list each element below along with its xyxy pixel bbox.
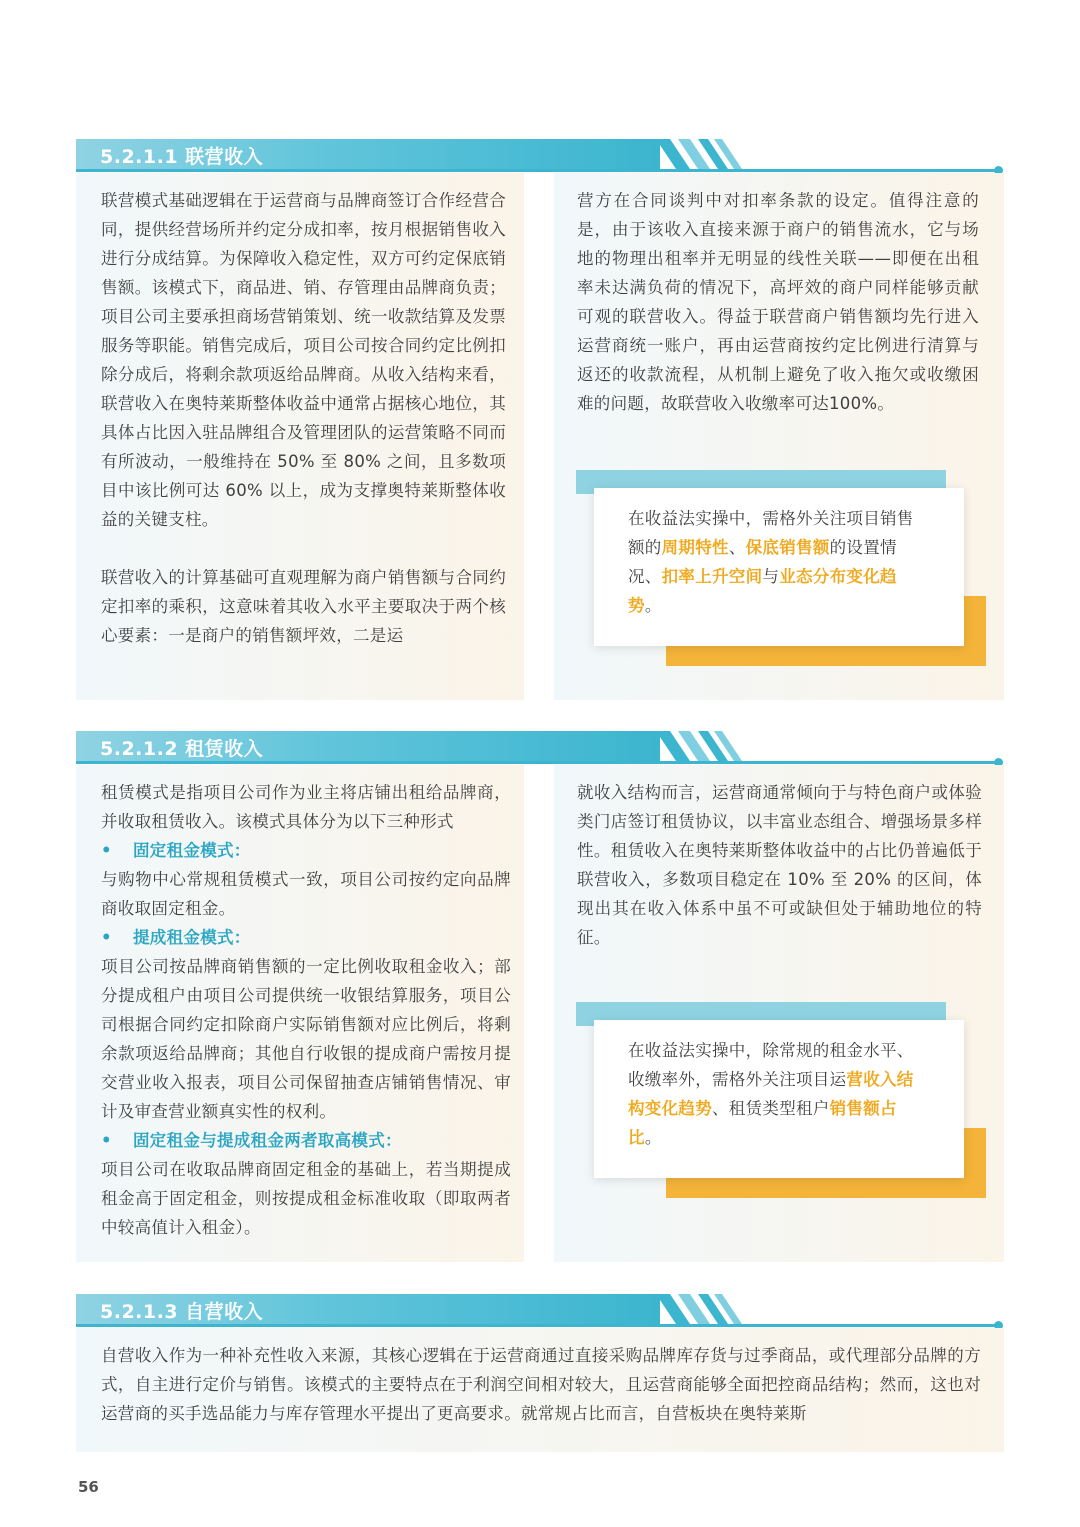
section2-right-text	[577, 778, 982, 952]
section-title-2: 5.2.1.2 租赁收入	[100, 738, 264, 760]
section2-left-text	[101, 778, 511, 1242]
paragraph: 营方在合同谈判中对扣率条款的设定。值得注意的是，由于该收入直接来源于商户的销售流水，它与场地的物理出租率并无明显的线性关联——即便在出租率未达满负荷的情况下，高坪效的商户同样能够贡献可观的联营收入。得益于联营商户销售额均先行进入运营商统一账户，再由运营商按约定比例进行清算与返还的收款流程，从机制上避免了收入拖欠或收缴困难的问题，故联营收入收缴率可达100%。	[577, 191, 979, 413]
bullet-text: 与购物中心常规租赁模式一致，项目公司按约定向品牌商收取固定租金。	[101, 870, 511, 918]
header-stripes	[656, 139, 776, 169]
paragraph: 联营模式基础逻辑在于运营商与品牌商签订合作经营合同，提供经营场所并约定分成扣率，按月根据销售收入进行分成结算。为保障收入稳定性，双方可约定保底销售额。该模式下，商品进、销、存管理由品牌商负责；项目公司主要承担商场营销策划、统一收款结算及发票服务等职能。销售完成后，项目公司按合同约定比例扣除分成后，将剩余款项返给品牌商。从收入结构来看，联营收入在奥特莱斯整体收益中通常占据核心地位，其具体占比因入驻品牌组合及管理团队的运营策略不同而有所波动，一般维持在 50% 至 80% 之间，且多数项目中该比例可达 60% 以上，成为支撑奥特莱斯整体收益的关键支柱。	[101, 191, 506, 529]
header-stripes	[656, 1294, 776, 1324]
paragraph: 自营收入作为一种补充性收入来源，其核心逻辑在于运营商通过直接采购品牌库存货与过季商品，或代理部分品牌的方式，自主进行定价与销售。该模式的主要特点在于利润空间相对较大，且运营商能够全面把控商品结构；然而，这也对运营商的买手选品能力与库存管理水平提出了更高要求。就常规占比而言，自营板块在奥特莱斯	[101, 1346, 981, 1423]
header-stripes	[656, 731, 776, 761]
section-header-1	[76, 139, 1006, 173]
header-rule	[76, 1324, 998, 1327]
paragraph: 就收入结构而言，运营商通常倾向于与特色商户或体验类门店签订租赁协议，以丰富业态组合、增强场景多样性。租赁收入在奥特莱斯整体收益中的占比仍普遍低于联营收入，多数项目稳定在 10% 至 20% 的区间，体现出其在收入体系中虽不可或缺但处于辅助地位的特征。	[577, 783, 982, 947]
header-rule	[76, 169, 998, 172]
bullet-label: • 固定租金与提成租金两者取高模式：	[101, 1131, 402, 1150]
callout-box-1	[576, 470, 986, 666]
bullet-label: • 固定租金模式：	[101, 841, 251, 860]
paragraph: 租赁模式是指项目公司作为业主将店铺出租给品牌商，并收取租赁收入。该模式具体分为以下三种形式	[101, 783, 511, 831]
paragraph: 联营收入的计算基础可直观理解为商户销售额与合同约定扣率的乘积，这意味着其收入水平主要取决于两个核心要素：一是商户的销售额坪效，二是运	[101, 568, 506, 645]
section-title-1: 5.2.1.1 联营收入	[100, 146, 264, 168]
callout-text-2: 在收益法实操中，除常规的租金水平、收缴率外，需格外关注项目运营收入结构变化趋势、租赁类型租户销售额占比。	[628, 1041, 914, 1147]
section1-right-text	[577, 186, 979, 418]
page-number: 56	[78, 1478, 99, 1496]
section1-left-text	[101, 186, 506, 650]
callout-text-1: 在收益法实操中，需格外关注项目销售额的周期特性、保底销售额的设置情况、扣率上升空间与业态分布变化趋势。	[628, 509, 914, 615]
header-rule	[76, 761, 998, 764]
bullet-text: 项目公司按品牌商销售额的一定比例收取租金收入；部分提成租户由项目公司提供统一收银结算服务，项目公司根据合同约定扣除商户实际销售额对应比例后，将剩余款项返给品牌商；其他自行收银的提成商户需按月提交营业收入报表，项目公司保留抽查店铺销售情况、审计及审查营业额真实性的权利。	[101, 957, 511, 1121]
section-title-3: 5.2.1.3 自营收入	[100, 1301, 264, 1323]
section3-text	[101, 1341, 981, 1428]
section-header-2	[76, 731, 1006, 765]
bullet-text: 项目公司在收取品牌商固定租金的基础上，若当期提成租金高于固定租金，则按提成租金标准收取（即取两者中较高值计入租金）。	[101, 1160, 511, 1237]
bullet-label: • 提成租金模式：	[101, 928, 251, 947]
section-header-3	[76, 1294, 1006, 1328]
callout-box-2	[576, 1002, 986, 1198]
